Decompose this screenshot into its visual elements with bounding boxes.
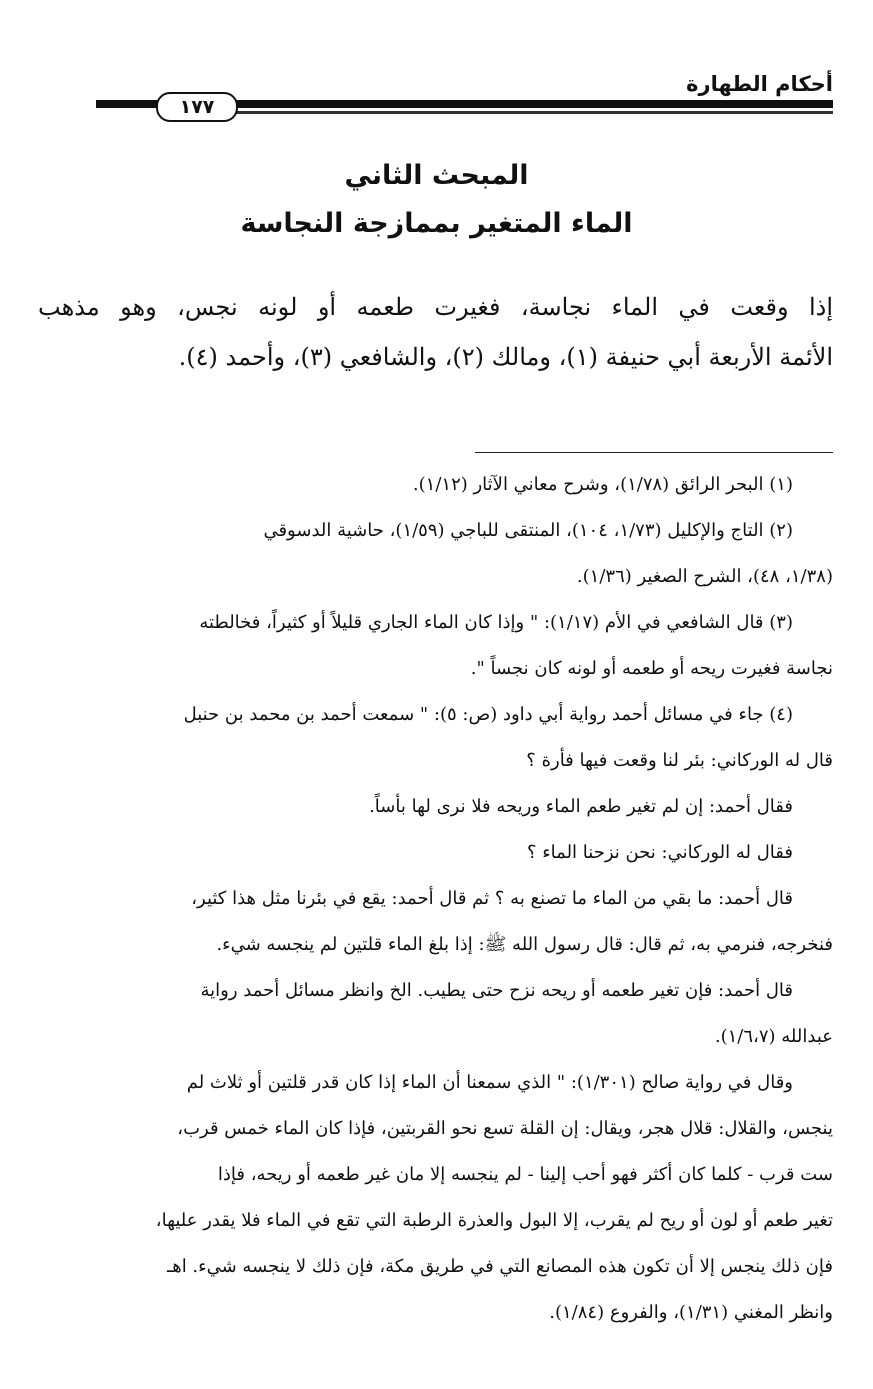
footnote-4-line: ست قرب - كلما كان أكثر فهو أحب إلينا - لم ينجسه إلا مان غير طعمه أو ريحه، فإذا: [217, 1164, 833, 1185]
footnote-4-line: قال أحمد: فإن تغير طعمه أو ريحه نزح حتى يطيب. الخ وانظر مسائل أحمد رواية: [200, 980, 793, 1001]
footnote-4-line: عبدالله (١/٦،٧).: [714, 1026, 833, 1047]
footnote-divider: [475, 452, 833, 453]
section-title: المبحث الثاني: [344, 160, 529, 191]
body-line: إذا وقعت في الماء نجاسة، فغيرت طعمه أو لونه نجس، وهو مذهب: [38, 293, 834, 321]
page-number: ١٧٧: [156, 92, 238, 122]
footnote-4-line: فإن ذلك ينجس إلا أن تكون هذه المصانع التي في طريق مكة، فإن ذلك لا ينجسه شيء. اهـ: [166, 1256, 833, 1277]
footnote-4-line: قال أحمد: ما بقي من الماء ما تصنع به ؟ ثم قال أحمد: يقع في بئرنا مثل هذا كثير،: [191, 888, 793, 909]
footnote-3-cont: نجاسة فغيرت ريحه أو طعمه أو لونه كان نجساً ".: [470, 658, 833, 679]
footnote-2-cont: (١/٣٨، ٤٨)، الشرح الصغير (١/٣٦).: [576, 566, 833, 587]
footnote-4-line: فنخرجه، فنرمي به، ثم قال: قال رسول الله ﷺ: إذا بلغ الماء قلتين لم ينجسه شيء.: [216, 934, 833, 955]
footnote-1: (١) البحر الرائق (١/٧٨)، وشرح معاني الآثار (١/١٢).: [412, 474, 793, 495]
body-paragraph: [38, 282, 833, 382]
footnote-3: (٣) قال الشافعي في الأم (١/١٧): " وإذا كان الماء الجاري قليلاً أو كثيراً، فخالطته: [199, 612, 793, 633]
footnote-4-line: فقال أحمد: إن لم تغير طعم الماء وريحه فلا نرى لها بأساً.: [369, 796, 793, 817]
header-rule: [232, 100, 833, 108]
footnote-2: (٢) التاج والإكليل (١/٧٣، ١٠٤)، المنتقى للباجي (١/٥٩)، حاشية الدسوقي: [263, 520, 793, 541]
footnote-4-line: ينجس، والقلال: قلال هجر، ويقال: إن القلة تسع نحو القربتين، فإذا كان الماء خمس قرب،: [177, 1118, 833, 1139]
header-rule-thin: [232, 111, 833, 114]
footnote-4: (٤) جاء في مسائل أحمد رواية أبي داود (ص: ٥): " سمعت أحمد بن محمد بن حنبل: [183, 704, 793, 725]
header-rule-left: [96, 100, 158, 108]
running-head: أحكام الطهارة: [686, 72, 833, 96]
footnote-4-line: وانظر المغني (١/٣١)، والفروع (١/٨٤).: [549, 1302, 833, 1323]
footnote-4-line: قال له الوركاني: بئر لنا وقعت فيها فأرة ؟: [526, 750, 833, 771]
footnote-4-line: وقال في رواية صالح (١/٣٠١): " الذي سمعنا أن الماء إذا كان قدر قلتين أو ثلاث لم: [186, 1072, 793, 1093]
body-line: الأئمة الأربعة أبي حنيفة (١)، ومالك (٢)، والشافعي (٣)، وأحمد (٤).: [178, 343, 833, 371]
footnote-4-line: تغير طعم أو لون أو ريح لم يقرب، إلا البول والعذرة الرطبة التي تقع في الماء فلا يقدر عليها،: [155, 1210, 833, 1231]
footnotes: [38, 462, 833, 1336]
section-heading: الماء المتغير بممازجة النجاسة: [240, 208, 633, 239]
footnote-4-line: فقال له الوركاني: نحن نزحنا الماء ؟: [526, 842, 793, 863]
